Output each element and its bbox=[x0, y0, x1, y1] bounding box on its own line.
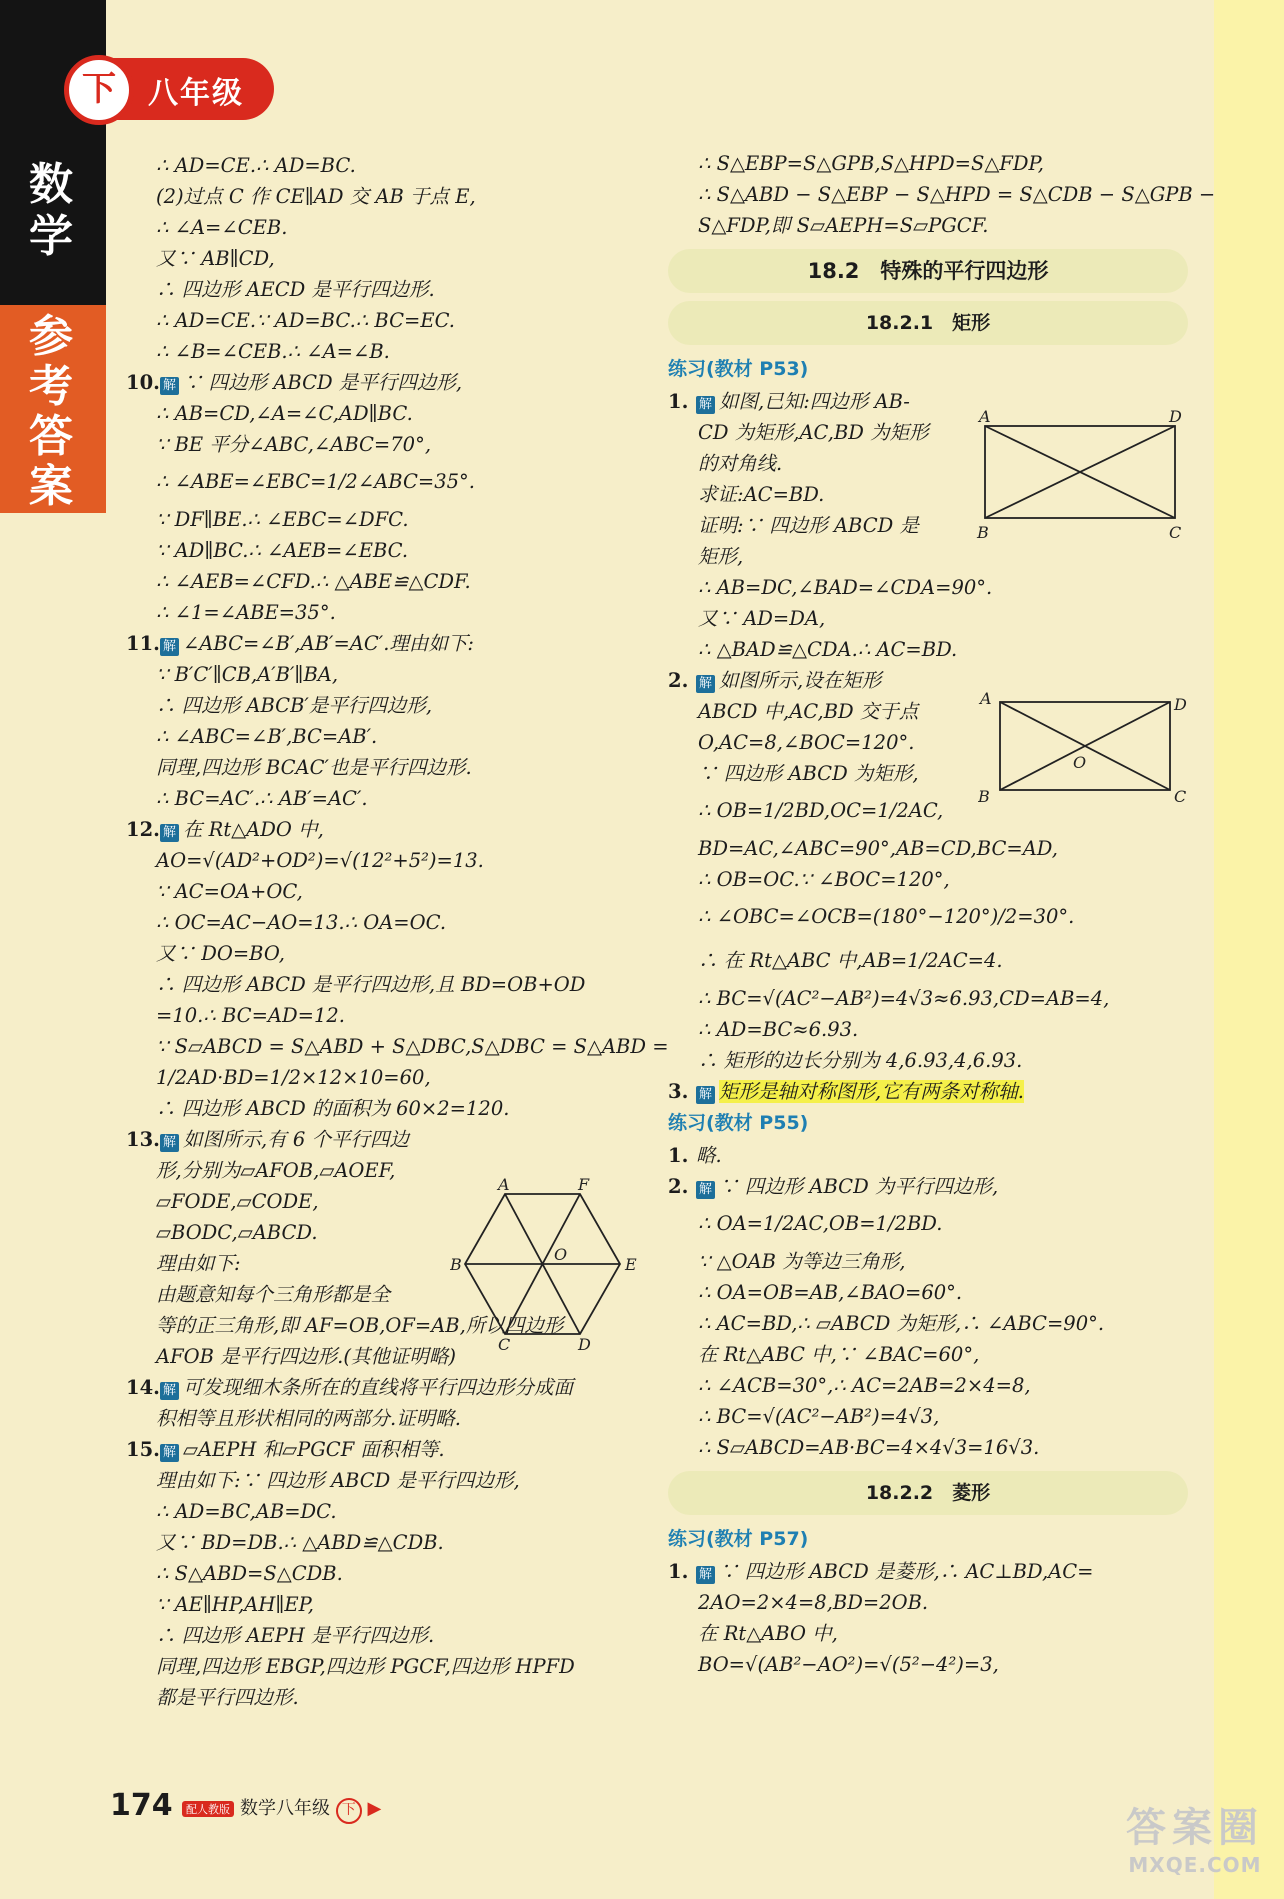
line-text: 2AO=2×4=8,BD=2OB. bbox=[698, 1591, 929, 1614]
line-text: 如图所示,设在矩形 bbox=[719, 669, 882, 692]
line-text: ∴ 四边形 ABCD 的面积为 60×2=120. bbox=[156, 1097, 510, 1120]
watermark-url: MXQE.COM bbox=[1128, 1853, 1262, 1877]
line-text: 理由如下:∵ 四边形 ABCD 是平行四边形, bbox=[156, 1469, 520, 1492]
rect2-label-a: A bbox=[980, 690, 992, 708]
right-line bbox=[668, 1171, 1188, 1202]
line-text: ∴ OA=OB=AB,∠BAO=60°. bbox=[698, 1281, 963, 1304]
line-text: ∵ S▱ABCD = S△ABD + S△DBC,S△DBC = S△ABD = bbox=[156, 1035, 669, 1058]
right-line bbox=[668, 634, 1188, 665]
line-text: ∠ABC=∠B′,AB′=AC′.理由如下: bbox=[182, 632, 474, 655]
solution-tag: 解 bbox=[696, 396, 715, 414]
left-line bbox=[126, 597, 646, 628]
left-line bbox=[126, 907, 646, 938]
line-text: ∴ AB=CD,∠A=∠C,AD∥BC. bbox=[156, 402, 413, 425]
right-line bbox=[668, 983, 1188, 1014]
left-line bbox=[126, 398, 646, 429]
right-top-line: ∴ S△EBP=S△GPB,S△HPD=S△FDP, bbox=[698, 152, 1044, 175]
left-line bbox=[126, 814, 646, 845]
line-text: ∴ 四边形 AECD 是平行四边形. bbox=[156, 278, 435, 301]
hex-label-d: D bbox=[578, 1335, 591, 1353]
line-text: ∴ △BAD≌△CDA.∴ AC=BD. bbox=[698, 638, 958, 661]
subsection-title: 18.2.1 矩形 bbox=[668, 301, 1188, 345]
line-text: ∵ B′C′∥CB,A′B′∥BA, bbox=[156, 663, 339, 686]
line-text: 又∵ DO=BO, bbox=[156, 942, 285, 965]
line-text: 如图所示,有 6 个平行四边 bbox=[182, 1128, 409, 1151]
answers-char-3: 答 bbox=[29, 411, 77, 462]
left-line bbox=[126, 1000, 646, 1031]
line-text: AO=√(AD²+OD²)=√(12²+5²)=13. bbox=[156, 849, 484, 872]
left-line bbox=[126, 566, 646, 597]
section-title: 18.2 特殊的平行四边形 bbox=[668, 249, 1188, 293]
subject-char-2: 学 bbox=[29, 211, 77, 262]
solution-tag: 解 bbox=[696, 675, 715, 693]
line-text: 矩形, bbox=[698, 545, 744, 568]
right-line bbox=[668, 1587, 1188, 1618]
line-text: 如图,已知:四边形 AB- bbox=[719, 390, 910, 413]
line-text: ∴ AD=CE.∵ AD=BC.∴ BC=EC. bbox=[156, 309, 456, 332]
left-line bbox=[126, 969, 646, 1000]
line-text: ∵ AD∥BC.∴ ∠AEB=∠EBC. bbox=[156, 539, 409, 562]
subsection-title: 18.2.2 菱形 bbox=[668, 1471, 1188, 1515]
right-line bbox=[668, 1308, 1188, 1339]
line-text: ∵ AE∥HP,AH∥EP, bbox=[156, 1593, 314, 1616]
left-line bbox=[126, 1682, 646, 1713]
line-text: 理由如下: bbox=[156, 1252, 241, 1275]
line-text: BO=√(AB²−AO²)=√(5²−4²)=3, bbox=[698, 1653, 999, 1676]
solution-tag: 解 bbox=[696, 1181, 715, 1199]
left-line bbox=[126, 460, 646, 504]
solution-tag: 解 bbox=[160, 1134, 179, 1152]
right-line bbox=[668, 1014, 1188, 1045]
line-text: 等的正三角形,即 AF=OB,OF=AB,所以四边形 bbox=[156, 1314, 564, 1337]
question-number: 2. bbox=[668, 669, 689, 692]
right-line bbox=[668, 1045, 1188, 1076]
exercise-heading: 练习(教材 P53) bbox=[668, 358, 809, 380]
line-text: ∴ BC=√(AC²−AB²)=4√3≈6.93,CD=AB=4, bbox=[698, 987, 1110, 1010]
left-line bbox=[126, 1124, 646, 1155]
line-text: ∴ S▱ABCD=AB·BC=4×4√3=16√3. bbox=[698, 1436, 1040, 1459]
left-line bbox=[126, 181, 646, 212]
line-text: 略. bbox=[696, 1144, 722, 1167]
hex-label-o: O bbox=[554, 1245, 568, 1264]
line-text: ∵ △OAB 为等边三角形, bbox=[698, 1250, 906, 1273]
right-column bbox=[668, 148, 1216, 1680]
right-line bbox=[668, 1202, 1188, 1246]
right-line bbox=[668, 939, 1188, 983]
line-text: 可发现细木条所在的直线将平行四边形分成面 bbox=[182, 1376, 573, 1399]
line-text: 同理,四边形 EBGP,四边形 PGCF,四边形 HPFD bbox=[156, 1655, 575, 1678]
question-number: 1. bbox=[668, 390, 689, 413]
left-column bbox=[126, 150, 669, 1713]
line-text: ∵ 四边形 ABCD 是平行四边形, bbox=[182, 371, 463, 394]
line-text: ∴ BC=AC′.∴ AB′=AC′. bbox=[156, 787, 368, 810]
left-line bbox=[126, 1372, 646, 1403]
solution-tag: 解 bbox=[160, 824, 179, 842]
question-number: 11. bbox=[126, 632, 160, 655]
line-text: ∵ BE 平分∠ABC,∠ABC=70°, bbox=[156, 433, 432, 456]
edition-tag: 配人教版 bbox=[182, 1801, 234, 1817]
left-line bbox=[126, 535, 646, 566]
question-number: 13. bbox=[126, 1128, 160, 1151]
left-line bbox=[126, 1589, 646, 1620]
line-text: 在 Rt△ABO 中, bbox=[698, 1622, 838, 1645]
line-text: BD=AC,∠ABC=90°,AB=CD,BC=AD, bbox=[698, 837, 1058, 860]
footer-book-title bbox=[182, 1794, 381, 1824]
line-text: ∴ OC=AC−AO=13.∴ OA=OC. bbox=[156, 911, 447, 934]
margin-strip bbox=[1214, 0, 1284, 1899]
right-line bbox=[668, 1277, 1188, 1308]
right-line bbox=[668, 895, 1188, 939]
line-text: 又∵ AD=DA, bbox=[698, 607, 826, 630]
right-line bbox=[668, 833, 1188, 864]
line-text: ∴ AC=BD,∴ ▱ABCD 为矩形,∴ ∠ABC=90°. bbox=[698, 1312, 1105, 1335]
left-line bbox=[126, 845, 646, 876]
rect1-label-a: A bbox=[979, 408, 991, 426]
line-text: 积相等且形状相同的两部分.证明略. bbox=[156, 1407, 461, 1430]
line-text: ∴ AD=BC≈6.93. bbox=[698, 1018, 859, 1041]
line-text: ∴ S△ABD=S△CDB. bbox=[156, 1562, 343, 1585]
hex-label-e: E bbox=[625, 1255, 637, 1274]
line-text: ∴ 四边形 ABCB′是平行四边形, bbox=[156, 694, 433, 717]
arrow-right-icon: ▶ bbox=[367, 1798, 382, 1819]
subject-char-1: 数 bbox=[29, 159, 77, 210]
watermark bbox=[1126, 1796, 1264, 1877]
left-line bbox=[126, 1620, 646, 1651]
line-text: ∵ 四边形 ABCD 是菱形,∴ AC⊥BD,AC= bbox=[719, 1560, 1094, 1583]
line-text: 同理,四边形 BCAC′也是平行四边形. bbox=[156, 756, 472, 779]
left-line bbox=[126, 1651, 646, 1682]
question-number: 12. bbox=[126, 818, 160, 841]
line-text: ∴ ∠A=∠CEB. bbox=[156, 216, 288, 239]
right-line bbox=[668, 1401, 1188, 1432]
hex-label-f: F bbox=[578, 1178, 590, 1194]
line-text: ∴ ∠AEB=∠CFD.∴ △ABE≌△CDF. bbox=[156, 570, 471, 593]
line-text: ∴ ∠1=∠ABE=35°. bbox=[156, 601, 336, 624]
line-text: 在 Rt△ADO 中, bbox=[182, 818, 324, 841]
solution-tag: 解 bbox=[696, 1086, 715, 1104]
left-line bbox=[126, 367, 646, 398]
left-line bbox=[126, 1558, 646, 1589]
rect2-label-d: D bbox=[1174, 695, 1187, 714]
rectangle-figure-1 bbox=[975, 408, 1187, 543]
left-line bbox=[126, 938, 646, 969]
left-line bbox=[126, 628, 646, 659]
line-text: ∴ AD=BC,AB=DC. bbox=[156, 1500, 337, 1523]
line-text: ABCD 中,AC,BD 交于点 bbox=[698, 700, 919, 723]
question-number: 15. bbox=[126, 1438, 160, 1461]
rectangle-figure-2 bbox=[978, 690, 1190, 810]
left-line bbox=[126, 1527, 646, 1558]
hex-label-c: C bbox=[498, 1335, 511, 1353]
page-number: 174 bbox=[110, 1788, 173, 1823]
line-text: ∴ 四边形 AEPH 是平行四边形. bbox=[156, 1624, 435, 1647]
right-line bbox=[668, 1370, 1188, 1401]
line-text: ▱BODC,▱ABCD. bbox=[156, 1221, 318, 1244]
right-line bbox=[668, 1140, 1188, 1171]
line-text: 由题意知每个三角形都是全 bbox=[156, 1283, 391, 1306]
rect2-label-o: O bbox=[1073, 753, 1087, 772]
answers-char-4: 案 bbox=[29, 461, 77, 512]
question-number: 14. bbox=[126, 1376, 160, 1399]
line-text: ∴ AD=CE.∴ AD=BC. bbox=[156, 154, 356, 177]
left-line bbox=[126, 1093, 646, 1124]
rect2-label-c: C bbox=[1174, 787, 1187, 806]
left-line bbox=[126, 305, 646, 336]
line-text: ▱FODE,▱CODE, bbox=[156, 1190, 319, 1213]
line-text: ∵ AC=OA+OC, bbox=[156, 880, 303, 903]
line-text: 的对角线. bbox=[698, 452, 783, 475]
grade-label: 八年级 bbox=[148, 76, 244, 111]
line-text: 又∵ BD=DB.∴ △ABD≌△CDB. bbox=[156, 1531, 444, 1554]
rect1-label-b: B bbox=[977, 523, 989, 542]
line-text: ▱AEPH 和▱PGCF 面积相等. bbox=[182, 1438, 445, 1461]
question-number: 3. bbox=[668, 1080, 689, 1103]
line-text: =10.∴ BC=AD=12. bbox=[156, 1004, 345, 1027]
solution-tag: 解 bbox=[160, 377, 179, 395]
left-line bbox=[126, 1403, 646, 1434]
line-text: 形,分别为▱AFOB,▱AOEF, bbox=[156, 1159, 396, 1182]
exercise-heading: 练习(教材 P55) bbox=[668, 1112, 809, 1134]
volume-badge: 下 bbox=[64, 55, 134, 125]
left-line bbox=[126, 783, 646, 814]
line-text: ∴ OB=1/2BD,OC=1/2AC, bbox=[698, 799, 944, 822]
question-number: 1. bbox=[668, 1560, 689, 1583]
line-text: 又∵ AB∥CD, bbox=[156, 247, 275, 270]
hexagon-figure bbox=[450, 1178, 640, 1353]
line-text: ∴ ∠ABE=∠EBC=1/2∠ABC=35°. bbox=[156, 470, 475, 493]
answers-char-1: 参 bbox=[29, 311, 77, 362]
left-line bbox=[126, 212, 646, 243]
line-text: 求证:AC=BD. bbox=[698, 483, 825, 506]
left-line bbox=[126, 1434, 646, 1465]
question-number: 10. bbox=[126, 371, 160, 394]
line-text: O,AC=8,∠BOC=120°. bbox=[698, 731, 915, 754]
line-text: 在 Rt△ABC 中,∵ ∠BAC=60°, bbox=[698, 1343, 980, 1366]
line-text: 1/2AD·BD=1/2×12×10=60, bbox=[156, 1066, 431, 1089]
right-line bbox=[668, 1649, 1188, 1680]
line-text: ∵ DF∥BE.∴ ∠EBC=∠DFC. bbox=[156, 508, 409, 531]
line-text: ∴ ∠ABC=∠B′,BC=AB′. bbox=[156, 725, 378, 748]
left-line bbox=[126, 659, 646, 690]
left-line bbox=[126, 1496, 646, 1527]
line-text: ∴ ∠B=∠CEB.∴ ∠A=∠B. bbox=[156, 340, 390, 363]
line-text: ∴ 矩形的边长分别为 4,6.93,4,6.93. bbox=[698, 1049, 1023, 1072]
right-line bbox=[668, 1246, 1188, 1277]
right-line bbox=[668, 1339, 1188, 1370]
line-text: ∴ ∠ACB=30°,∴ AC=2AB=2×4=8, bbox=[698, 1374, 1031, 1397]
answers-char-2: 考 bbox=[29, 361, 77, 412]
left-line bbox=[126, 1062, 646, 1093]
left-line bbox=[126, 690, 646, 721]
left-line bbox=[126, 752, 646, 783]
left-line bbox=[126, 274, 646, 305]
line-text: ∵ 四边形 ABCD 为矩形, bbox=[698, 762, 919, 785]
rect1-label-c: C bbox=[1169, 523, 1182, 542]
solution-tag: 解 bbox=[160, 1444, 179, 1462]
right-line bbox=[668, 541, 1188, 572]
right-line bbox=[668, 1556, 1188, 1587]
question-number: 1. bbox=[668, 1144, 689, 1167]
left-line bbox=[126, 150, 646, 181]
rect2-label-b: B bbox=[978, 787, 990, 806]
right-line bbox=[668, 572, 1188, 603]
right-top-line: ∴ S△ABD − S△EBP − S△HPD = S△CDB − S△GPB − bbox=[698, 183, 1216, 206]
line-text: ∴ OB=OC.∵ ∠BOC=120°, bbox=[698, 868, 950, 891]
right-line bbox=[668, 1432, 1188, 1463]
right-line bbox=[668, 864, 1188, 895]
line-text: 证明:∵ 四边形 ABCD 是 bbox=[698, 514, 919, 537]
line-text: ∴ BC=√(AC²−AB²)=4√3, bbox=[698, 1405, 940, 1428]
book-volume-badge: 下 bbox=[336, 1798, 362, 1824]
line-text: ∵ 四边形 ABCD 为平行四边形, bbox=[719, 1175, 999, 1198]
right-line bbox=[668, 1618, 1188, 1649]
question-3-line bbox=[668, 1076, 1188, 1107]
line-text: ∴ 在 Rt△ABC 中,AB=1/2AC=4. bbox=[698, 949, 1003, 972]
line-text: ∴ OA=1/2AC,OB=1/2BD. bbox=[698, 1212, 943, 1235]
left-line bbox=[126, 243, 646, 274]
line-text: CD 为矩形,AC,BD 为矩形 bbox=[698, 421, 929, 444]
rect1-label-d: D bbox=[1169, 408, 1182, 426]
hex-label-b: B bbox=[450, 1255, 462, 1274]
left-line bbox=[126, 721, 646, 752]
left-line bbox=[126, 429, 646, 460]
line-text: ∴ ∠OBC=∠OCB=(180°−120°)/2=30°. bbox=[698, 905, 1075, 928]
solution-tag: 解 bbox=[696, 1566, 715, 1584]
right-top-line: S△FDP,即 S▱AEPH=S▱PGCF. bbox=[698, 214, 989, 237]
line-text: 都是平行四边形. bbox=[156, 1686, 299, 1709]
line-text: ∴ AB=DC,∠BAD=∠CDA=90°. bbox=[698, 576, 993, 599]
book-name: 数学八年级 bbox=[240, 1798, 330, 1819]
left-line bbox=[126, 336, 646, 367]
left-line bbox=[126, 504, 646, 535]
left-line bbox=[126, 876, 646, 907]
watermark-logo: 答案圈 bbox=[1126, 1805, 1264, 1851]
highlighted-answer: 矩形是轴对称图形,它有两条对称轴. bbox=[719, 1080, 1024, 1103]
solution-tag: 解 bbox=[160, 1382, 179, 1400]
solution-tag: 解 bbox=[160, 638, 179, 656]
left-line bbox=[126, 1465, 646, 1496]
exercise-heading: 练习(教材 P57) bbox=[668, 1528, 809, 1550]
right-line bbox=[668, 603, 1188, 634]
hex-label-a: A bbox=[498, 1178, 510, 1194]
left-line bbox=[126, 1031, 669, 1062]
line-text: ∴ 四边形 ABCD 是平行四边形,且 BD=OB+OD bbox=[156, 973, 586, 996]
line-text: (2)过点 C 作 CE∥AD 交 AB 于点 E, bbox=[156, 185, 476, 208]
question-number: 2. bbox=[668, 1175, 689, 1198]
line-text: AFOB 是平行四边形.(其他证明略) bbox=[156, 1345, 457, 1368]
